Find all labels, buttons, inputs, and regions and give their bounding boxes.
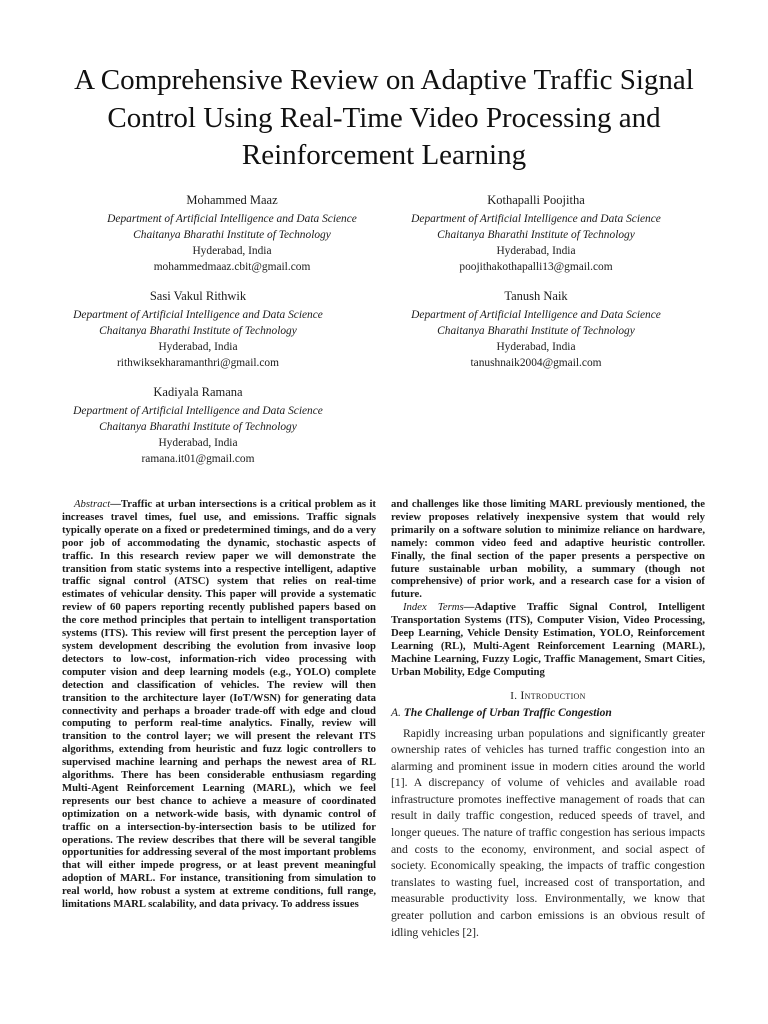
abstract-label: Abstract bbox=[74, 498, 111, 510]
author-block-3 bbox=[28, 288, 368, 371]
section-heading bbox=[391, 689, 705, 703]
section-number: I. bbox=[510, 689, 518, 702]
author-department: Department of Artificial Intelligence and Data Science bbox=[73, 309, 323, 321]
index-terms-text: —Adaptive Traffic Signal Control, Intelligent Transportation Systems (ITS), Computer Vision, Video Processing, Deep Learning, Vehicle Density Estimation, YOLO, Reinforcement Learning (RL), Multi-Agent Reinforcement Learning (MARL), Machine Learning, Fuzzy Logic, Traffic Management, Smart Cities, Urban Mobility, Edge Computing bbox=[391, 601, 705, 678]
index-terms-paragraph bbox=[391, 601, 705, 678]
right-column bbox=[391, 498, 705, 941]
author-location: Hyderabad, India bbox=[496, 245, 576, 257]
author-department: Department of Artificial Intelligence and Data Science bbox=[73, 405, 323, 417]
author-location: Hyderabad, India bbox=[192, 245, 272, 257]
author-name: Tanush Naik bbox=[504, 289, 568, 303]
author-email: mohammedmaaz.cbit@gmail.com bbox=[153, 261, 311, 273]
author-name: Kadiyala Ramana bbox=[153, 385, 243, 399]
author-block-2 bbox=[366, 192, 706, 275]
author-email: rithwiksekharamanthri@gmail.com bbox=[116, 357, 279, 369]
author-name: Mohammed Maaz bbox=[186, 193, 278, 207]
abstract-paragraph bbox=[62, 498, 376, 911]
intro-paragraph: Rapidly increasing urban populations and significantly greater ownership rates of vehicles has turned traffic congestion into an alarming and prominent issue in modern cities around the world [1]. A discrepancy of volume of vehicles and available road infrastructure promotes ineffective management of roads that can result in daily traffic congestion, reduced speeds of travel, and longer queues. The nature of traffic congestion has serious impacts and costs to the economy, environment, and social aspect of society. Economically speaking, the impacts of traffic congestion translates to wasting fuel, increased cost of transportation, and measurable productivity loss. Environmentally, we know that greater pollution and carbon emissions is an obvious result of idling vehicles [2]. bbox=[391, 726, 705, 939]
author-department: Department of Artificial Intelligence and Data Science bbox=[107, 213, 357, 225]
author-email: ramana.it01@gmail.com bbox=[141, 453, 255, 465]
author-institute: Chaitanya Bharathi Institute of Technology bbox=[133, 229, 331, 241]
author-institute: Chaitanya Bharathi Institute of Technology bbox=[437, 229, 635, 241]
section-title: Introduction bbox=[520, 687, 586, 702]
author-block-4 bbox=[366, 288, 706, 371]
author-block-1 bbox=[62, 192, 402, 275]
author-location: Hyderabad, India bbox=[158, 437, 238, 449]
author-institute: Chaitanya Bharathi Institute of Technology bbox=[99, 421, 297, 433]
subsection-letter: A. bbox=[391, 706, 401, 719]
author-institute: Chaitanya Bharathi Institute of Technology bbox=[437, 325, 635, 337]
abstract-continued: and challenges like those limiting MARL previously mentioned, the review proposes relatively inexpensive system that would rely primarily on a software solution to minimize reliance on hardware, namely: common video feed and adaptive heuristic controller. Finally, the final section of the paper presents a perspective on future sustainable urban mobility, a summary (though not comprehensive) of prior work, and a research case for a vision of future. bbox=[391, 498, 705, 601]
paper-title: A Comprehensive Review on Adaptive Traffic Signal Control Using Real-Time Video Processing and Reinforcement Learning bbox=[74, 64, 694, 171]
left-column bbox=[62, 498, 376, 911]
author-email: tanushnaik2004@gmail.com bbox=[470, 357, 602, 369]
index-terms-label: Index Terms bbox=[403, 601, 464, 614]
author-department: Department of Artificial Intelligence and Data Science bbox=[411, 309, 661, 321]
subsection-heading bbox=[391, 707, 705, 720]
author-location: Hyderabad, India bbox=[158, 341, 238, 353]
author-block-5 bbox=[28, 384, 368, 467]
author-location: Hyderabad, India bbox=[496, 341, 576, 353]
author-email: poojithakothapalli13@gmail.com bbox=[459, 261, 613, 273]
author-department: Department of Artificial Intelligence and Data Science bbox=[411, 213, 661, 225]
author-institute: Chaitanya Bharathi Institute of Technology bbox=[99, 325, 297, 337]
subsection-title: The Challenge of Urban Traffic Congestion bbox=[403, 706, 612, 719]
abstract-text: —Traffic at urban intersections is a critical problem as it increases travel times, fuel use, and emissions. Traffic signals typically operate on a fixed or predetermined timings, and do a very poor job of accommodating the dynamic, stochastic aspects of traffic. In this research review paper we will demonstrate the transition from static systems into a respective intelligent, adaptive traffic signal control (ATSC) system that relies on real-time estimates of vehicular density. This paper will provide a systematic review of 60 papers reporting recently published papers based on the core method principles that pertain to intelligent transportation systems (ITS). This review will first present the perception layer of system development describing the evolution from invasive loop detectors to low-cost, information-rich video processing with computer vision and deep learning models (e.g., YOLO) complete detection and classification of vehicles. The review will then transition to the architecture layer (IoT/WSN) for generating data connectivity and perhaps a broader trade-off with edge and cloud computing to perform real-time analytics. Finally, review will transition to the control layer; we will present the relevant ITS algorithms, extending from heuristic and fuzz logic controllers to supervised machine learning and perhaps the newest area of RL algorithms. There has been considerable enthusiasm regarding Multi-Agent Reinforcement Learning (MARL), which we feel represents our best chance to achieve a measure of coordinated optimization on a network-wide basis, with dynamic control of traffic on a intersection-by-intersection basis to be utilized for operations. The review describes that there will be several tangible opportunities for addressing several of the most important problems that will either impede progress, or at least prevent meaningful adoption of MARL. For instance, transitioning from simulation to real world, how robust a system at extreme conditions, full range, limitations MARL scalability, and data privacy. To address issues bbox=[62, 498, 376, 911]
author-name: Sasi Vakul Rithwik bbox=[149, 289, 247, 303]
author-name: Kothapalli Poojitha bbox=[487, 193, 585, 207]
